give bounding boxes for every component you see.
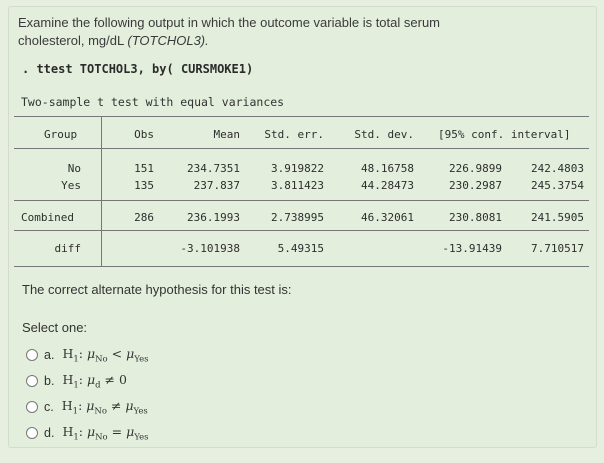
option-a-letter: a. xyxy=(44,348,55,363)
row-yes-group: Yes xyxy=(61,179,81,192)
option-d[interactable] xyxy=(26,424,149,443)
option-b[interactable] xyxy=(26,372,127,391)
table-bottom-rule xyxy=(14,266,589,267)
option-c-radio[interactable] xyxy=(26,401,38,413)
option-b-radio[interactable] xyxy=(26,375,38,387)
alternate-hypothesis-question: The correct alternate hypothesis for this test is: xyxy=(22,282,292,297)
option-b-hypothesis: $H_1$: $\mu_d \ne 0$ xyxy=(62,372,127,391)
row-combined-ci-high: 241.5905 xyxy=(531,211,584,224)
row-combined-group: Combined xyxy=(21,211,74,224)
prompt-line-2-text: cholesterol, mg/dL xyxy=(18,33,128,48)
row-combined-std-dev: 46.32061 xyxy=(361,211,414,224)
prompt-line-2 xyxy=(18,32,458,50)
row-no-mean: 234.7351 xyxy=(187,162,240,175)
option-d-hypothesis: $H_1$: $\mu_{No} = \mu_{Yes}$ xyxy=(62,424,149,443)
row-yes-obs: 135 xyxy=(134,179,154,192)
option-c[interactable] xyxy=(26,398,148,417)
test-title: Two-sample t test with equal variances xyxy=(21,95,285,109)
option-c-hypothesis: $H_1$: $\mu_{No} \ne \mu_{Yes}$ xyxy=(61,398,148,417)
option-a[interactable] xyxy=(26,346,149,365)
option-d-radio[interactable] xyxy=(26,427,38,439)
row-no-obs: 151 xyxy=(134,162,154,175)
option-a-hypothesis: $H_1$: $\mu_{No} < \mu_{Yes}$ xyxy=(62,346,149,365)
header-conf-interval: [95% conf. interval] xyxy=(438,128,571,141)
row-yes-std-err: 3.811423 xyxy=(271,179,324,192)
header-group: Group xyxy=(44,128,78,141)
option-a-radio[interactable] xyxy=(26,349,38,361)
row-no-group: No xyxy=(67,162,81,175)
row-combined-ci-low: 230.8081 xyxy=(449,211,502,224)
header-obs: Obs xyxy=(134,128,154,141)
row-no-std-err: 3.919822 xyxy=(271,162,324,175)
option-c-letter: c. xyxy=(44,400,54,415)
row-diff-ci-low: -13.91439 xyxy=(442,242,502,255)
row-yes-std-dev: 44.28473 xyxy=(361,179,414,192)
row-combined-mean: 236.1993 xyxy=(187,211,240,224)
row-no-std-dev: 48.16758 xyxy=(361,162,414,175)
select-one-label: Select one: xyxy=(22,320,88,335)
header-mean: Mean xyxy=(213,128,240,141)
table-group-divider xyxy=(101,116,102,266)
option-d-letter: d. xyxy=(44,426,55,441)
row-combined-obs: 286 xyxy=(134,211,154,224)
row-no-ci-high: 242.4803 xyxy=(531,162,584,175)
row-diff-std-err: 5.49315 xyxy=(277,242,324,255)
prompt-line-1: Examine the following output in which the outcome variable is total serum xyxy=(18,15,440,30)
option-b-letter: b. xyxy=(44,374,55,389)
header-std-dev: Std. dev. xyxy=(354,128,414,141)
header-std-err: Std. err. xyxy=(264,128,324,141)
row-no-ci-low: 226.9899 xyxy=(449,162,502,175)
row-yes-ci-high: 245.3754 xyxy=(531,179,584,192)
ttest-output-table xyxy=(14,116,589,276)
row-diff-group: diff xyxy=(54,242,81,255)
row-diff-ci-high: 7.710517 xyxy=(531,242,584,255)
prompt-variable: (TOTCHOL3). xyxy=(127,33,209,48)
row-yes-mean: 237.837 xyxy=(193,179,240,192)
stata-command: . ttest TOTCHOL3, by( CURSMOKE1) xyxy=(22,62,254,76)
row-yes-ci-low: 230.2987 xyxy=(449,179,502,192)
row-diff-mean: -3.101938 xyxy=(180,242,240,255)
row-combined-std-err: 2.738995 xyxy=(271,211,324,224)
question-prompt xyxy=(18,14,458,50)
